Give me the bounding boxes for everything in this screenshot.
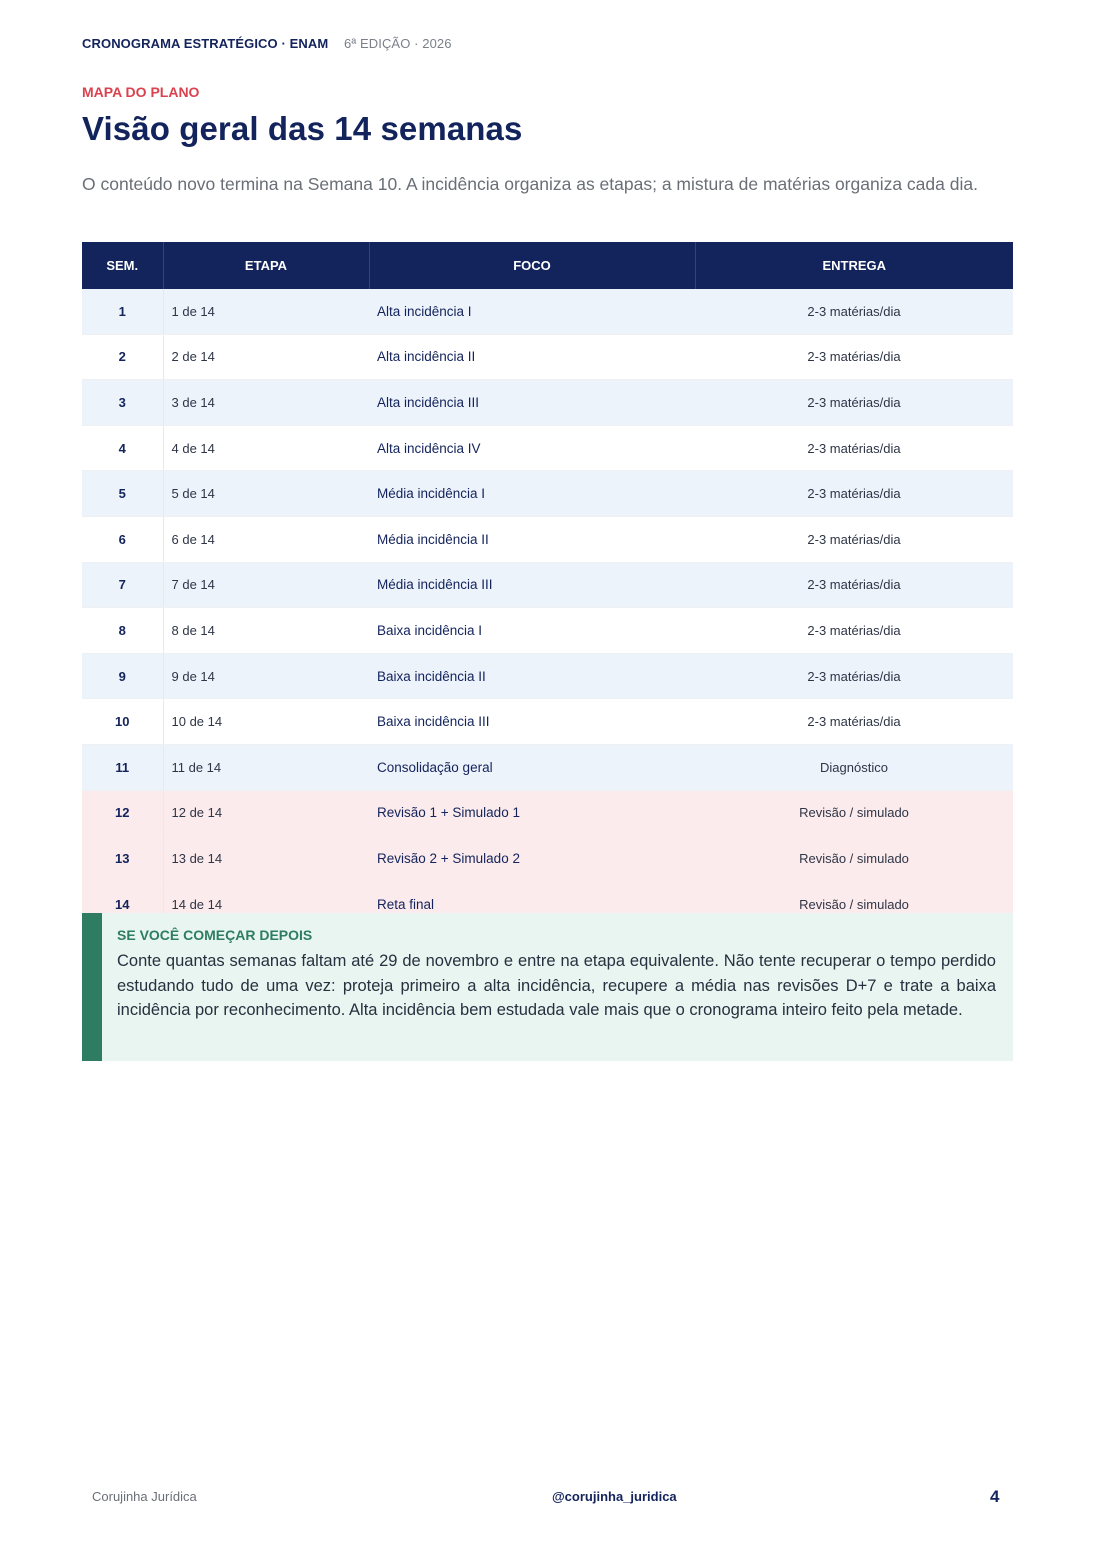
table-row	[82, 699, 1013, 745]
intro-paragraph: O conteúdo novo termina na Semana 10. A incidência organiza as etapas; a mistura de matérias organiza cada dia.	[82, 174, 978, 194]
column-header-foco: FOCO	[369, 242, 695, 289]
running-header	[82, 36, 452, 51]
cell-etapa: 14 de 14	[163, 881, 369, 927]
cell-foco: Média incidência I	[369, 471, 695, 517]
table-row	[82, 471, 1013, 517]
cell-entrega: Revisão / simulado	[695, 790, 1013, 836]
cell-foco: Revisão 2 + Simulado 2	[369, 836, 695, 882]
cell-foco: Alta incidência IV	[369, 425, 695, 471]
header-edition: 6ª EDIÇÃO · 2026	[344, 36, 452, 51]
cell-etapa: 2 de 14	[163, 334, 369, 380]
table-row	[82, 334, 1013, 380]
cell-sem: 5	[82, 471, 163, 517]
table-row	[82, 653, 1013, 699]
column-header-etapa: ETAPA	[163, 242, 369, 289]
cell-foco: Revisão 1 + Simulado 1	[369, 790, 695, 836]
header-brand: CRONOGRAMA ESTRATÉGICO · ENAM	[82, 36, 329, 51]
cell-sem: 8	[82, 608, 163, 654]
column-header-entrega: ENTREGA	[695, 242, 1013, 289]
cell-sem: 4	[82, 425, 163, 471]
table-body	[82, 289, 1013, 927]
table-row	[82, 425, 1013, 471]
cell-foco: Média incidência III	[369, 562, 695, 608]
table-row	[82, 744, 1013, 790]
table-row	[82, 790, 1013, 836]
cell-etapa: 5 de 14	[163, 471, 369, 517]
cell-foco: Alta incidência II	[369, 334, 695, 380]
cell-etapa: 13 de 14	[163, 836, 369, 882]
footer-handle: @corujinha_juridica	[552, 1489, 677, 1504]
late-start-callout	[82, 913, 1013, 1061]
cell-sem: 12	[82, 790, 163, 836]
table-row	[82, 380, 1013, 426]
footer-brand: Corujinha Jurídica	[92, 1489, 197, 1504]
cell-entrega: 2-3 matérias/dia	[695, 289, 1013, 334]
cell-etapa: 4 de 14	[163, 425, 369, 471]
table-header-row	[82, 242, 1013, 289]
cell-sem: 1	[82, 289, 163, 334]
cell-etapa: 8 de 14	[163, 608, 369, 654]
cell-entrega: 2-3 matérias/dia	[695, 425, 1013, 471]
table-row	[82, 608, 1013, 654]
callout-title: SE VOCÊ COMEÇAR DEPOIS	[117, 927, 313, 943]
cell-etapa: 7 de 14	[163, 562, 369, 608]
table-row	[82, 289, 1013, 334]
cell-entrega: Diagnóstico	[695, 744, 1013, 790]
cell-entrega: 2-3 matérias/dia	[695, 516, 1013, 562]
cell-entrega: 2-3 matérias/dia	[695, 608, 1013, 654]
table-row	[82, 562, 1013, 608]
table-row	[82, 516, 1013, 562]
cell-etapa: 12 de 14	[163, 790, 369, 836]
cell-entrega: 2-3 matérias/dia	[695, 380, 1013, 426]
cell-entrega: Revisão / simulado	[695, 836, 1013, 882]
cell-sem: 13	[82, 836, 163, 882]
column-header-sem: SEM.	[82, 242, 163, 289]
cell-entrega: 2-3 matérias/dia	[695, 471, 1013, 517]
cell-etapa: 11 de 14	[163, 744, 369, 790]
section-label: MAPA DO PLANO	[82, 84, 200, 100]
cell-entrega: 2-3 matérias/dia	[695, 653, 1013, 699]
cell-foco: Reta final	[369, 881, 695, 927]
cell-foco: Alta incidência III	[369, 380, 695, 426]
cell-etapa: 10 de 14	[163, 699, 369, 745]
cell-entrega: 2-3 matérias/dia	[695, 562, 1013, 608]
cell-sem: 3	[82, 380, 163, 426]
cell-sem: 6	[82, 516, 163, 562]
cell-entrega: 2-3 matérias/dia	[695, 334, 1013, 380]
cell-entrega: 2-3 matérias/dia	[695, 699, 1013, 745]
cell-sem: 7	[82, 562, 163, 608]
cell-sem: 9	[82, 653, 163, 699]
cell-sem: 14	[82, 881, 163, 927]
page-number: 4	[990, 1487, 1000, 1506]
cell-foco: Média incidência II	[369, 516, 695, 562]
cell-etapa: 3 de 14	[163, 380, 369, 426]
cell-etapa: 1 de 14	[163, 289, 369, 334]
cell-sem: 11	[82, 744, 163, 790]
callout-text: Conte quantas semanas faltam até 29 de novembro e entre na etapa equivalente. Não tente recuperar o tempo perdido estudando tudo de uma vez: proteja primeiro a alta incidência, recupere a média nas revisões D+7 e trate a baixa incidência por reconhecimento. Alta incidência bem estudada vale mais que o cronograma inteiro feito pela metade.	[117, 952, 996, 1019]
cell-etapa: 6 de 14	[163, 516, 369, 562]
page-title: Visão geral das 14 semanas	[82, 110, 523, 147]
schedule-table	[82, 242, 1013, 927]
cell-etapa: 9 de 14	[163, 653, 369, 699]
cell-sem: 10	[82, 699, 163, 745]
cell-foco: Consolidação geral	[369, 744, 695, 790]
cell-foco: Baixa incidência II	[369, 653, 695, 699]
cell-foco: Baixa incidência I	[369, 608, 695, 654]
cell-foco: Baixa incidência III	[369, 699, 695, 745]
cell-entrega: Revisão / simulado	[695, 881, 1013, 927]
table-row	[82, 836, 1013, 882]
cell-sem: 2	[82, 334, 163, 380]
cell-foco: Alta incidência I	[369, 289, 695, 334]
